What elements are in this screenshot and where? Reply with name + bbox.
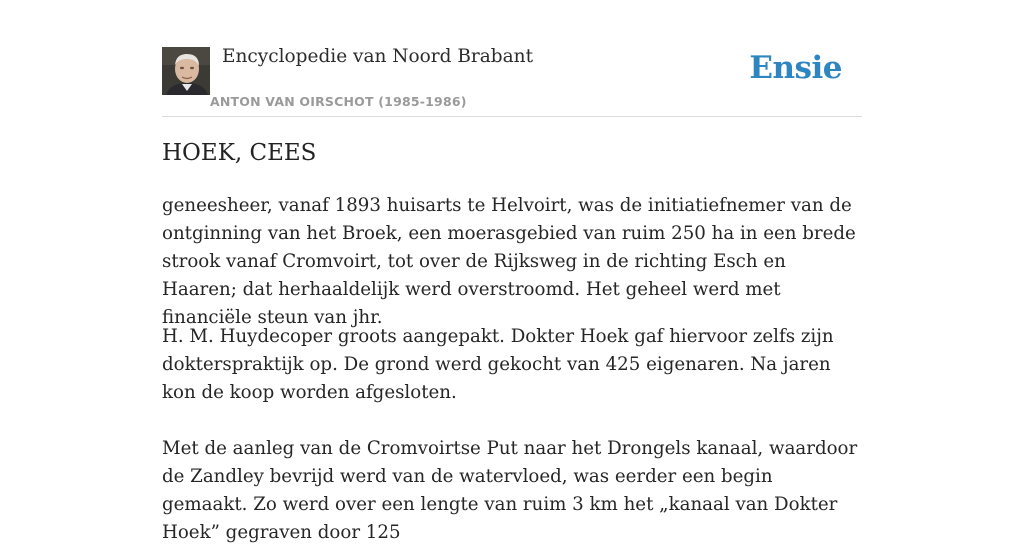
page (162, 0, 862, 543)
ensie-logo[interactable]: Ensie (749, 50, 842, 86)
site-header (162, 0, 862, 117)
portrait-icon (162, 47, 210, 95)
article-paragraph-1: geneesheer, vanaf 1893 huisarts te Helvoirt, was de initiatiefnemer van de ontginning van het Broek, een moerasgebied van ruim 250 ha in een brede strook vanaf Cromvoirt, tot over de Rijksweg in de richting Esch en Haaren; dat herhaaldelijk werd overstroomd. Het geheel werd met financiële steun van jhr. (162, 195, 856, 328)
site-title[interactable]: Encyclopedie van Noord Brabant (222, 46, 534, 67)
article-paragraph-3: Met de aanleg van de Cromvoirtse Put naar het Drongels kanaal, waardoor de Zandley bevrijd werd van de watervloed, was eerder een begin gemaakt. Zo werd over een lengte van ruim 3 km het „kanaal van Dokter Hoek” gegraven door 125 (162, 438, 858, 543)
author-avatar[interactable] (162, 47, 210, 95)
article-paragraph-2: H. M. Huydecoper groots aangepakt. Dokter Hoek gaf hiervoor zelfs zijn dokterspraktijk op. De grond werd gekocht van 425 eigenaren. Na jaren kon de koop worden afgesloten. (162, 326, 834, 403)
author-name[interactable]: ANTON VAN OIRSCHOT (1985-1986) (210, 94, 467, 109)
article-title: HOEK, CEES (162, 140, 317, 166)
